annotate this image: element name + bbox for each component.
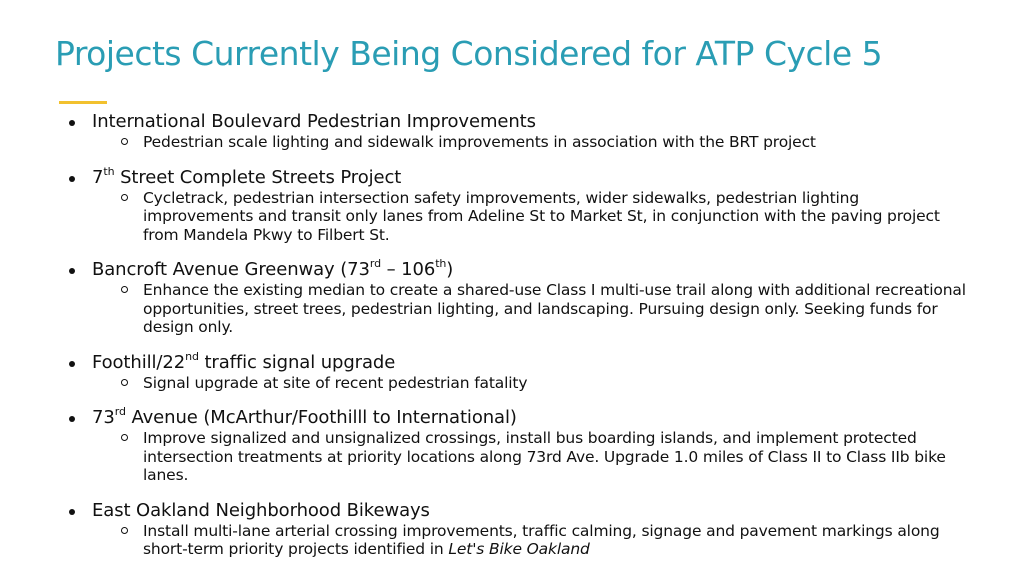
project-description	[0, 522, 1024, 559]
ordinal-suffix: th	[103, 164, 115, 178]
ordinal-suffix: rd	[369, 257, 381, 270]
project-title-text: Avenue (McArthur/Foothilll to International)	[125, 407, 517, 428]
title-accent-bar	[59, 101, 107, 104]
project-details	[0, 281, 1024, 337]
project-description: Pedestrian scale lighting and sidewalk improvements in association with the BRT project	[0, 133, 1024, 152]
project-title	[0, 111, 1024, 133]
project-title	[0, 500, 1024, 522]
project-title-text: )	[446, 259, 454, 280]
project-title	[0, 407, 1024, 429]
project-list	[0, 111, 1024, 574]
project-item	[0, 500, 1024, 559]
project-item	[0, 259, 1024, 337]
project-item	[0, 111, 1024, 152]
project-description: Improve signalized and unsignalized crossings, install bus boarding islands, and implement protected intersection treatments at priority locations along 73rd Ave. Upgrade 1.0 miles of Class II to Class IIb bike lanes.	[0, 429, 1024, 485]
project-title-text: Street Complete Streets Project	[114, 166, 402, 188]
project-item	[0, 349, 1024, 393]
project-title-text: Foothill/22	[92, 351, 186, 373]
project-details	[0, 374, 1024, 393]
project-item	[0, 407, 1024, 485]
project-description-text: Install multi-lane arterial crossing improvements, traffic calming, signage and pavement markings along short-term priority projects identified in	[143, 521, 940, 558]
project-details	[0, 189, 1024, 245]
project-title-text: traffic signal upgrade	[198, 351, 396, 373]
project-details	[0, 429, 1024, 485]
ordinal-suffix: nd	[185, 349, 199, 363]
project-title-text: East Oakland Neighborhood Bikeways	[92, 499, 430, 521]
ordinal-suffix: rd	[114, 405, 126, 418]
project-title	[0, 164, 1024, 189]
project-description: Enhance the existing median to create a shared-use Class I multi-use trail along with additional recreational opportunities, street trees, pedestrian lighting, and landscaping. Pursuing design only. Seeking funds for design only.	[0, 281, 1024, 337]
ordinal-suffix: th	[435, 257, 447, 270]
project-details	[0, 522, 1024, 559]
project-title	[0, 259, 1024, 281]
project-title	[0, 349, 1024, 374]
project-item	[0, 164, 1024, 245]
project-details	[0, 133, 1024, 152]
plan-reference: Let's Bike Oakland	[448, 540, 590, 558]
project-description: Signal upgrade at site of recent pedestrian fatality	[0, 374, 1024, 393]
project-title-text: – 106	[381, 259, 436, 280]
project-title-text: 7	[92, 166, 104, 188]
project-title-text: Bancroft Avenue Greenway (73	[92, 259, 370, 280]
project-title-text: 73	[92, 407, 115, 428]
slide-title: Projects Currently Being Considered for ATP Cycle 5	[55, 34, 883, 73]
project-title-text: International Boulevard Pedestrian Improvements	[92, 111, 536, 132]
project-description: Cycletrack, pedestrian intersection safety improvements, wider sidewalks, pedestrian lighting improvements and transit only lanes from Adeline St to Market St, in conjunction with the paving project from Mandela Pkwy to Filbert St.	[0, 189, 1024, 245]
